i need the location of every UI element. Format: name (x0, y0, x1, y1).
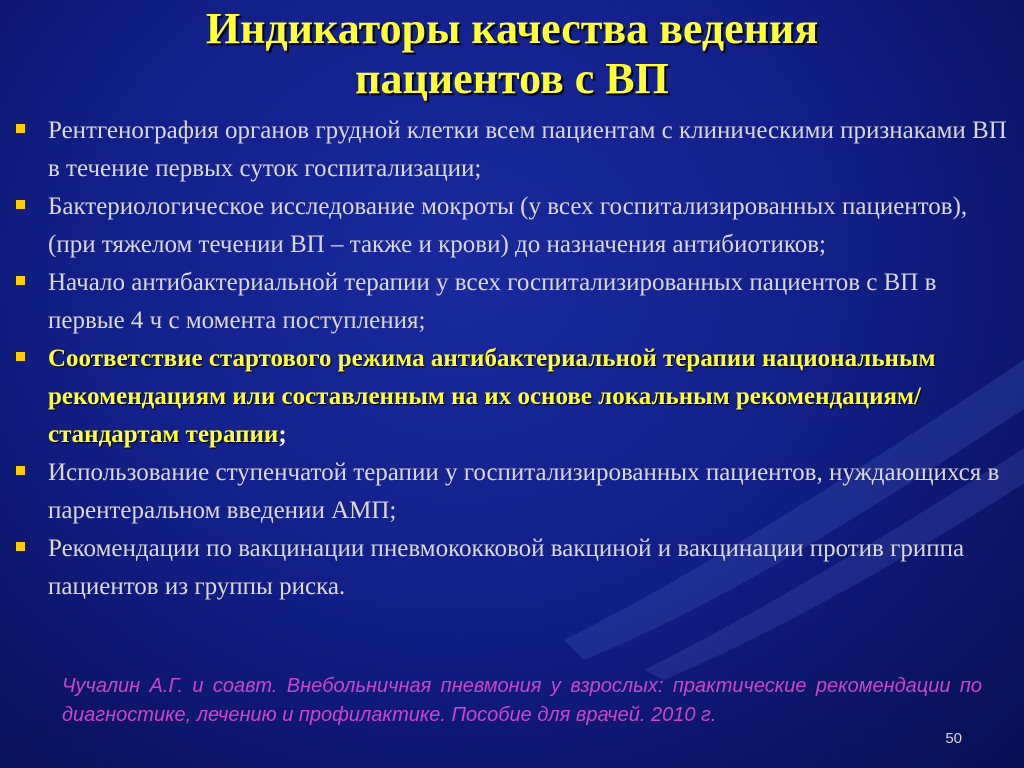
square-bullet-icon (16, 124, 25, 133)
bullet-item-stepwise-therapy (14, 454, 1014, 530)
bullet-text: Бактериологическое исследование мокроты (у всех госпитализированных пациентов), (при тяжелом течении ВП – также и крови) до назначения антибиотиков; (48, 193, 968, 258)
bullet-item-regimen-compliance (14, 340, 1014, 454)
bullet-text: Рентгенография органов грудной клетки всем пациентам с клиническими признаками ВП в течение первых суток госпитализации; (48, 117, 1007, 182)
slide-title-line-1: Индикаторы качества ведения (205, 4, 819, 53)
bullet-text-emphasized: Соответствие стартового режима антибактериальной терапии национальным рекомендациям или составленным на их основе локальным рекомендациям/стандартам терапии (48, 345, 936, 448)
bullet-item-vaccination (14, 530, 1014, 606)
page-number: 50 (945, 730, 962, 747)
bullet-text: Начало антибактериальной терапии у всех госпитализированных пациентов с ВП в первые 4 ч с момента поступления; (48, 269, 937, 334)
bullet-list (14, 112, 1014, 606)
citation-reference: Чучалин А.Г. и соавт. Внебольничная пневмония у взрослых: практические рекомендации по диагностике, лечению и профилактике. Пособие для врачей. 2010 г. (62, 675, 982, 726)
square-bullet-icon (16, 542, 25, 551)
bullet-text-end: ; (278, 421, 287, 448)
slide-title (0, 4, 1024, 104)
slide-title-line-2: пациентов с ВП (355, 54, 669, 103)
bullet-item-sputum (14, 188, 1014, 264)
square-bullet-icon (16, 352, 25, 361)
square-bullet-icon (16, 466, 25, 475)
bullet-item-therapy-start (14, 264, 1014, 340)
square-bullet-icon (16, 200, 25, 209)
bullet-item-xray (14, 112, 1014, 188)
square-bullet-icon (16, 276, 25, 285)
bullet-text: Использование ступенчатой терапии у госпитализированных пациентов, нуждающихся в парентеральном введении АМП; (48, 459, 1000, 524)
bullet-text: Рекомендации по вакцинации пневмококковой вакциной и вакцинации против гриппа пациентов из группы риска. (48, 535, 965, 600)
